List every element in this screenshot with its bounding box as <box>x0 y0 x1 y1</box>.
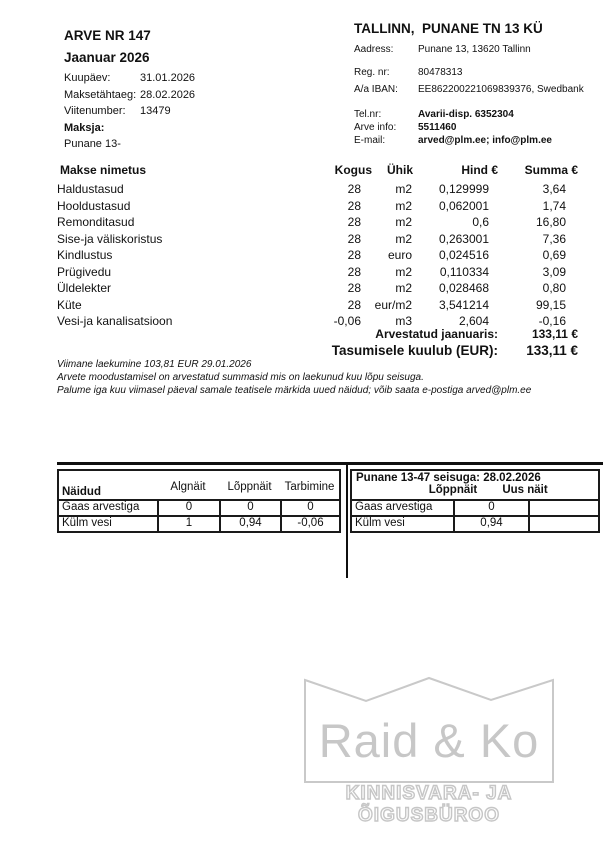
company-name: TALLINN, PUNANE TN 13 KÜ <box>354 21 543 36</box>
readings-row <box>59 501 339 517</box>
note-line: Palume iga kuu viimasel päeval samale teatisele märkida uued näidud; võib saata e-postiga arved@plm.ee <box>57 385 532 396</box>
readings-table <box>57 469 341 533</box>
readings-header-row <box>59 471 339 501</box>
charge-row <box>57 297 578 314</box>
charge-qty: 28 <box>347 248 361 262</box>
note-line: Viimane laekumine 103,81 EUR 29.01.2026 <box>57 359 252 370</box>
charge-price: 2,604 <box>458 314 489 328</box>
charge-qty: 28 <box>347 215 361 229</box>
charge-price: 3,541214 <box>438 297 489 312</box>
col-header-name: Makse nimetus <box>60 163 147 177</box>
field-label-ref: Viitenumber: <box>64 105 126 117</box>
company-value-address: Punane 13, 13620 Tallinn <box>418 44 531 55</box>
charge-name: Prügivedu <box>57 264 112 279</box>
payer-label: Maksja: <box>64 121 105 134</box>
charge-name: Sise-ja väliskoristus <box>57 231 163 246</box>
invoice-field-row <box>64 87 195 104</box>
charge-unit: m2 <box>395 264 412 279</box>
reading-end: 0,94 <box>453 517 528 531</box>
company-field-row <box>354 109 606 121</box>
charge-row <box>57 198 578 215</box>
company-label-info: Arve info: <box>354 122 397 133</box>
company-field-row <box>354 44 606 56</box>
company-value-info: 5511460 <box>418 122 457 133</box>
charge-name: Hooldustasud <box>57 198 131 213</box>
company-field-row <box>354 135 606 147</box>
field-label-date: Kuupäev: <box>64 72 111 84</box>
readings-header-name: Näidud <box>62 486 101 498</box>
charge-qty: 28 <box>347 297 361 312</box>
charge-unit: m3 <box>395 314 412 328</box>
col-header-sum: Summa € <box>524 163 578 177</box>
reading-name: Külm vesi <box>355 517 405 529</box>
new-readings-row <box>352 517 598 531</box>
charge-unit: eur/m2 <box>374 297 412 312</box>
charge-unit: m2 <box>395 231 412 246</box>
reading-usage: 0 <box>280 501 339 515</box>
charge-sum: -0,16 <box>538 314 566 328</box>
readings-header-end: Lõppnäit <box>227 481 272 493</box>
reading-end: 0,94 <box>219 517 280 531</box>
charges-header-row <box>57 160 578 181</box>
charge-name: Kindlustus <box>57 248 113 262</box>
company-value-phone: Avarii-disp. 6352304 <box>418 109 514 120</box>
company-label-regnr: Reg. nr: <box>354 67 390 78</box>
reading-name: Gaas arvestiga <box>355 501 433 513</box>
readings-header-usage: Tarbimine <box>284 481 335 493</box>
charge-unit: euro <box>387 248 412 262</box>
charge-price: 0,263001 <box>438 231 489 246</box>
charge-unit: m2 <box>395 281 412 295</box>
charge-sum: 3,64 <box>542 182 566 196</box>
company-block <box>354 21 606 147</box>
subtotal-row <box>57 327 578 341</box>
total-row <box>57 343 578 358</box>
col-header-unit: Ühik <box>386 163 413 177</box>
field-label-due: Maksetähtaeg: <box>64 88 137 101</box>
new-readings-header-new: Uus näit <box>502 484 548 496</box>
field-value-date: 31.01.2026 <box>140 72 196 84</box>
charge-row <box>57 264 578 281</box>
reading-name: Külm vesi <box>62 517 112 529</box>
charge-row <box>57 280 578 297</box>
charge-name: Remonditasud <box>57 215 135 229</box>
reading-start: 0 <box>157 501 219 515</box>
charge-unit: m2 <box>395 182 412 196</box>
charge-sum: 16,80 <box>535 215 566 229</box>
company-value-email: arved@plm.ee; info@plm.ee <box>418 135 552 146</box>
invoice-field-row <box>64 70 195 87</box>
charge-sum: 99,15 <box>535 297 566 312</box>
readings-header-start: Algnäit <box>170 481 206 493</box>
company-label-email: E-mail: <box>354 135 386 146</box>
charge-price: 0,129999 <box>438 182 489 196</box>
charge-price: 0,110334 <box>439 264 489 279</box>
charge-qty: 28 <box>347 264 361 279</box>
reading-start: 1 <box>157 517 219 531</box>
charge-row <box>57 231 578 248</box>
new-readings-title: Punane 13-47 seisuga: 28.02.2026 <box>356 472 541 484</box>
watermark-tagline: KINNISVARA- JA ÕIGUSBÜROO <box>345 783 513 826</box>
field-value-due: 28.02.2026 <box>140 88 196 101</box>
company-field-row <box>354 84 606 96</box>
readings-row <box>59 517 339 531</box>
field-value-ref: 13479 <box>140 105 171 117</box>
total-value: 133,11 € <box>526 343 578 358</box>
reading-usage: -0,06 <box>280 517 339 531</box>
charge-row <box>57 181 578 198</box>
company-field-row <box>354 67 606 79</box>
payer-name: Punane 13- <box>64 138 121 150</box>
company-value-regnr: 80478313 <box>418 67 463 78</box>
charge-price: 0,6 <box>472 215 489 229</box>
charge-sum: 0,80 <box>542 281 566 295</box>
reading-new-entry[interactable] <box>528 501 598 515</box>
new-readings-header <box>352 471 598 501</box>
charge-price: 0,028468 <box>438 281 489 295</box>
company-field-row <box>354 122 606 134</box>
charge-name: Üldelekter <box>57 281 112 295</box>
note-line: Arvete moodustamisel on arvestatud summasid mis on laekunud kuu lõpu seisuga. <box>57 372 424 383</box>
invoice-field-row <box>64 103 195 120</box>
new-readings-header-end: Lõppnäit <box>428 484 478 496</box>
reading-end: 0 <box>219 501 280 515</box>
separator-line <box>57 462 603 465</box>
charge-name: Küte <box>57 297 82 312</box>
charge-qty: 28 <box>347 281 361 295</box>
reading-new-entry[interactable] <box>528 517 598 531</box>
reading-name: Gaas arvestiga <box>62 501 140 513</box>
new-readings-table <box>350 469 600 533</box>
company-label-phone: Tel.nr: <box>354 109 382 120</box>
charge-sum: 7,36 <box>542 231 566 246</box>
charge-row <box>57 247 578 264</box>
invoice-period: Jaanuar 2026 <box>64 50 150 65</box>
charge-qty: 28 <box>347 198 361 213</box>
charge-unit: m2 <box>395 198 412 213</box>
charge-sum: 0,69 <box>542 248 566 262</box>
invoice-header <box>64 28 195 153</box>
charges-table <box>57 160 578 330</box>
charge-price: 0,024516 <box>438 248 489 262</box>
invoice-title: ARVE NR 147 <box>64 28 151 43</box>
subtotal-label: Arvestatud jaanuaris: <box>375 327 498 341</box>
col-header-price: Hind € <box>461 163 498 177</box>
total-label: Tasumisele kuulub (EUR): <box>331 343 498 358</box>
invoice-fields <box>64 70 195 120</box>
company-fields <box>354 44 606 147</box>
notes-block <box>57 358 531 397</box>
charge-name: Vesi-ja kanalisatsioon <box>57 314 173 328</box>
charge-row <box>57 214 578 231</box>
reading-end: 0 <box>453 501 528 515</box>
company-value-iban: EE862200221069839376, Swedbank <box>418 84 584 95</box>
charge-sum: 3,09 <box>542 264 566 279</box>
watermark-name: Raid & Ko <box>318 714 540 767</box>
company-label-iban: A/a IBAN: <box>354 84 398 95</box>
cut-line <box>346 465 348 578</box>
subtotal-value: 133,11 € <box>531 327 578 341</box>
new-readings-row <box>352 501 598 517</box>
charge-qty: 28 <box>347 182 361 196</box>
charge-unit: m2 <box>395 215 412 229</box>
charge-qty: 28 <box>347 231 361 246</box>
col-header-qty: Kogus <box>334 163 372 177</box>
charge-qty: -0,06 <box>333 314 361 328</box>
charge-name: Haldustasud <box>57 182 124 196</box>
charge-price: 0,062001 <box>438 198 489 213</box>
charge-sum: 1,74 <box>542 198 566 213</box>
company-label-address: Aadress: <box>354 44 394 55</box>
